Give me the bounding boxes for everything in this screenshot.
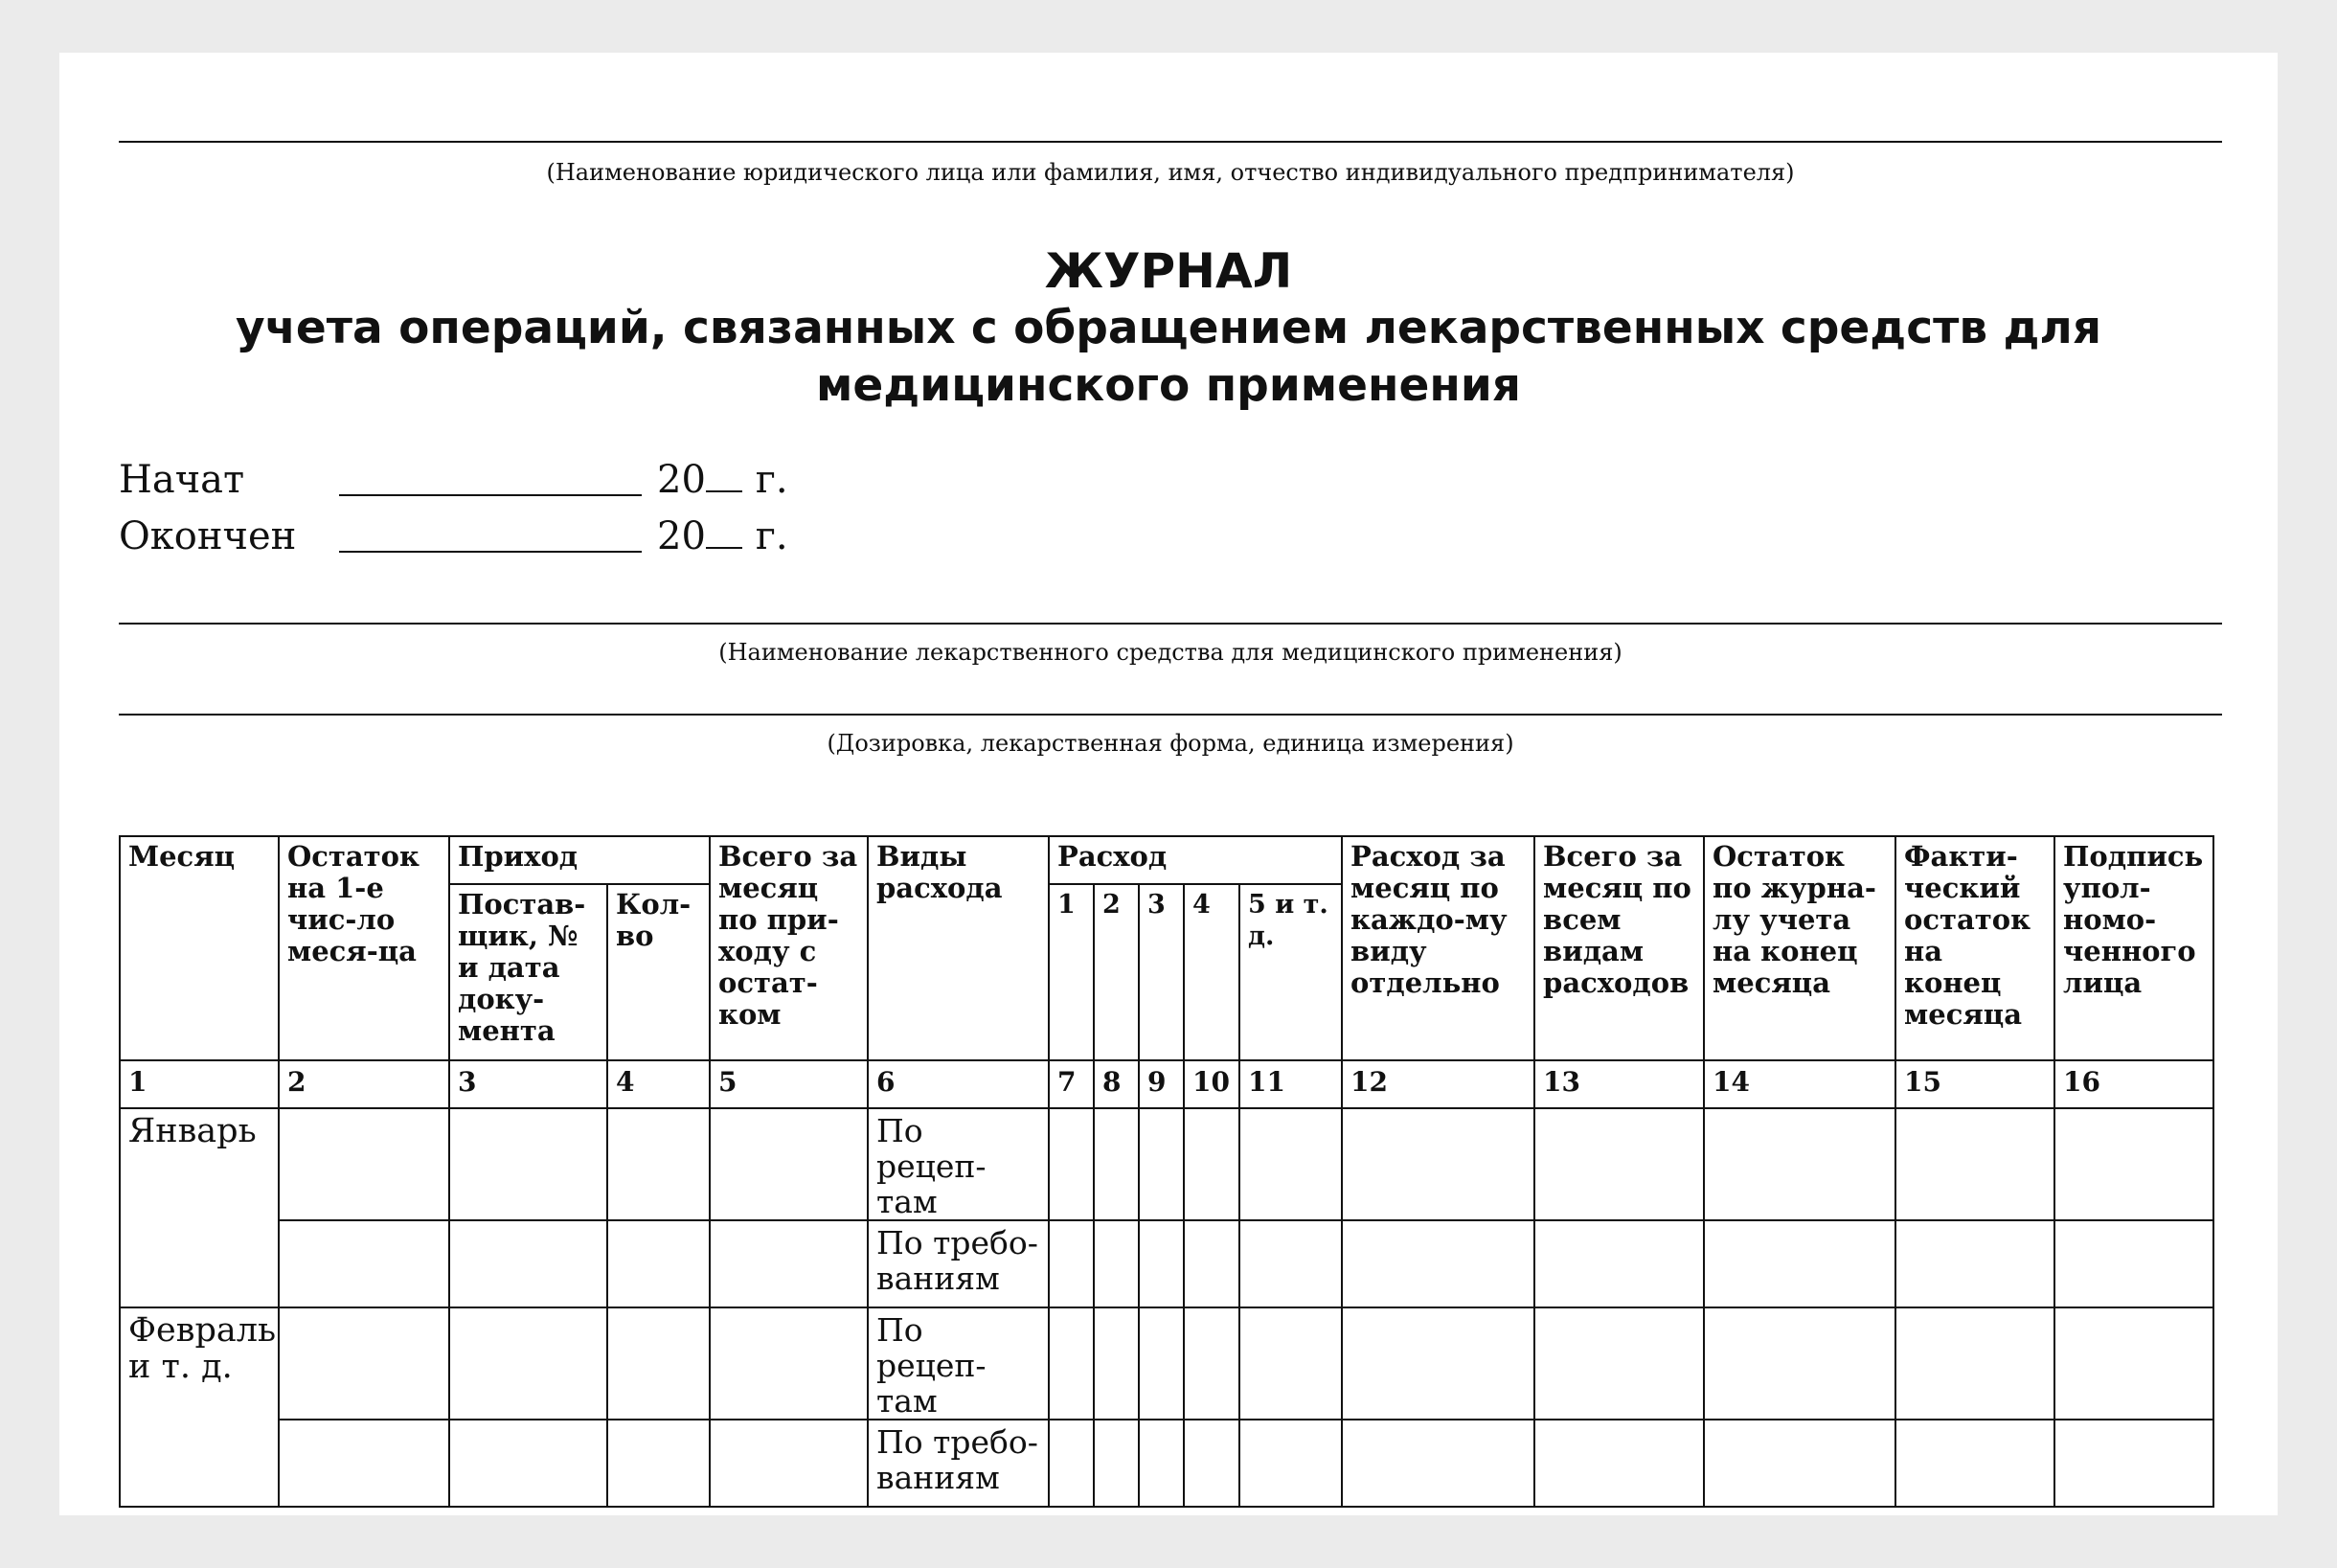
data-cell[interactable] (710, 1420, 868, 1507)
data-cell[interactable] (1342, 1108, 1534, 1220)
document-sheet (59, 53, 2278, 1515)
header-row-1 (120, 836, 2213, 884)
data-cell[interactable] (1342, 1420, 1534, 1507)
col-expense-3-header: 3 (1139, 884, 1184, 1060)
data-cell[interactable] (279, 1307, 449, 1420)
data-cell[interactable] (1239, 1420, 1342, 1507)
data-cell[interactable] (1534, 1307, 1704, 1420)
data-cell[interactable] (1342, 1307, 1534, 1420)
data-cell[interactable] (1239, 1220, 1342, 1307)
data-cell[interactable] (1139, 1108, 1184, 1220)
dosage-line[interactable] (119, 714, 2222, 716)
drug-name-line[interactable] (119, 623, 2222, 625)
column-number: 2 (279, 1060, 449, 1108)
data-cell[interactable] (1049, 1220, 1094, 1307)
data-cell[interactable] (710, 1220, 868, 1307)
data-cell[interactable] (449, 1307, 607, 1420)
col-expense-2-header: 2 (1094, 884, 1139, 1060)
data-cell[interactable] (1342, 1220, 1534, 1307)
org-name-caption: (Наименование юридического лица или фамилия, имя, отчество индивидуального предпринимателя) (546, 159, 1795, 186)
data-cell[interactable] (1139, 1220, 1184, 1307)
column-number: 6 (868, 1060, 1049, 1108)
data-cell[interactable] (1184, 1220, 1239, 1307)
col-expense-4-header: 4 (1184, 884, 1239, 1060)
expense-type-cell: По требо-ваниям (868, 1220, 1049, 1307)
data-cell[interactable] (1895, 1108, 2054, 1220)
data-cell[interactable] (279, 1420, 449, 1507)
data-cell[interactable] (1094, 1220, 1139, 1307)
data-cell[interactable] (1094, 1307, 1139, 1420)
col-qty-header: Кол-во (607, 884, 710, 1060)
data-cell[interactable] (1239, 1108, 1342, 1220)
column-number: 3 (449, 1060, 607, 1108)
finished-year: 20 г. (657, 514, 788, 558)
col-signature-header: Подпись упол-номо-ченного лица (2054, 836, 2213, 1060)
data-cell[interactable] (607, 1108, 710, 1220)
data-cell[interactable] (1139, 1420, 1184, 1507)
data-cell[interactable] (1239, 1307, 1342, 1420)
col-expense-by-type-header: Расход за месяц по каждо-му виду отдельно (1342, 836, 1534, 1060)
data-cell[interactable] (1704, 1307, 1895, 1420)
journal-table (119, 835, 2214, 1508)
table-row (120, 1420, 2213, 1507)
data-cell[interactable] (1094, 1108, 1139, 1220)
month-cell: Январь (120, 1108, 279, 1307)
col-income-header: Приход (449, 836, 710, 884)
data-cell[interactable] (1895, 1220, 2054, 1307)
col-expense-types-header: Виды расхода (868, 836, 1049, 1060)
data-cell[interactable] (1534, 1108, 1704, 1220)
column-number: 9 (1139, 1060, 1184, 1108)
expense-type-cell: По требо-ваниям (868, 1420, 1049, 1507)
col-balance-actual-header: Факти-ческий остаток на конец месяца (1895, 836, 2054, 1060)
col-expense-1-header: 1 (1049, 884, 1094, 1060)
column-number: 8 (1094, 1060, 1139, 1108)
finished-year-blank[interactable] (706, 512, 742, 549)
finished-label: Окончен (119, 514, 297, 558)
data-cell[interactable] (2054, 1420, 2213, 1507)
col-month-header: Месяц (120, 836, 279, 1060)
data-cell[interactable] (2054, 1108, 2213, 1220)
month-cell: Февраль и т. д. (120, 1307, 279, 1507)
data-cell[interactable] (1704, 1420, 1895, 1507)
journal-title: ЖУРНАЛ (1044, 243, 1293, 299)
journal-subtitle-line2: медицинского применения (816, 359, 1521, 412)
data-cell[interactable] (1704, 1108, 1895, 1220)
column-number-row (120, 1060, 2213, 1108)
column-number: 12 (1342, 1060, 1534, 1108)
data-cell[interactable] (1895, 1307, 2054, 1420)
data-cell[interactable] (607, 1307, 710, 1420)
org-name-line[interactable] (119, 141, 2222, 143)
column-number: 1 (120, 1060, 279, 1108)
data-cell[interactable] (1534, 1420, 1704, 1507)
data-cell[interactable] (449, 1108, 607, 1220)
data-cell[interactable] (607, 1420, 710, 1507)
table-row (120, 1220, 2213, 1307)
col-expense-5-header: 5 и т. д. (1239, 884, 1342, 1060)
column-number: 11 (1239, 1060, 1342, 1108)
col-total-income-header: Всего за месяц по при-ходу с остат-ком (710, 836, 868, 1060)
dosage-caption: (Дозировка, лекарственная форма, единица измерения) (827, 730, 1514, 757)
data-cell[interactable] (1704, 1220, 1895, 1307)
col-expense-header: Расход (1049, 836, 1342, 884)
drug-name-caption: (Наименование лекарственного средства для медицинского применения) (718, 639, 1622, 666)
data-cell[interactable] (2054, 1220, 2213, 1307)
started-date-blank[interactable] (339, 494, 642, 496)
data-cell[interactable] (449, 1220, 607, 1307)
started-label: Начат (119, 458, 245, 502)
data-cell[interactable] (1534, 1220, 1704, 1307)
table-row (120, 1307, 2213, 1420)
data-cell[interactable] (1184, 1307, 1239, 1420)
column-number: 13 (1534, 1060, 1704, 1108)
data-cell[interactable] (607, 1220, 710, 1307)
data-cell[interactable] (1049, 1108, 1094, 1220)
col-total-expense-header: Всего за месяц по всем видам расходов (1534, 836, 1704, 1060)
data-cell[interactable] (1895, 1420, 2054, 1507)
data-cell[interactable] (710, 1307, 868, 1420)
data-cell[interactable] (1049, 1307, 1094, 1420)
journal-subtitle-line1: учета операций, связанных с обращением лекарственных средств для (235, 302, 2102, 354)
data-cell[interactable] (449, 1420, 607, 1507)
data-cell[interactable] (1094, 1420, 1139, 1507)
data-cell[interactable] (2054, 1307, 2213, 1420)
data-cell[interactable] (279, 1220, 449, 1307)
finished-date-blank[interactable] (339, 551, 642, 553)
data-cell[interactable] (279, 1108, 449, 1220)
data-cell[interactable] (1184, 1420, 1239, 1507)
col-balance-journal-header: Остаток по журна-лу учета на конец месяца (1704, 836, 1895, 1060)
data-cell[interactable] (1184, 1108, 1239, 1220)
col-supplier-header: Постав-щик, № и дата доку-мента (449, 884, 607, 1060)
data-cell[interactable] (1139, 1307, 1184, 1420)
expense-type-cell: По рецеп-там (868, 1108, 1049, 1220)
started-year: 20 г. (657, 458, 788, 502)
col-balance-start-header: Остаток на 1-е чис-ло меся-ца (279, 836, 449, 1060)
data-cell[interactable] (1049, 1420, 1094, 1507)
column-number: 15 (1895, 1060, 2054, 1108)
table-row (120, 1108, 2213, 1220)
expense-type-cell: По рецеп-там (868, 1307, 1049, 1420)
column-number: 5 (710, 1060, 868, 1108)
data-cell[interactable] (710, 1108, 868, 1220)
column-number: 10 (1184, 1060, 1239, 1108)
started-year-blank[interactable] (706, 456, 742, 492)
column-number: 4 (607, 1060, 710, 1108)
column-number: 7 (1049, 1060, 1094, 1108)
column-number: 14 (1704, 1060, 1895, 1108)
column-number: 16 (2054, 1060, 2213, 1108)
